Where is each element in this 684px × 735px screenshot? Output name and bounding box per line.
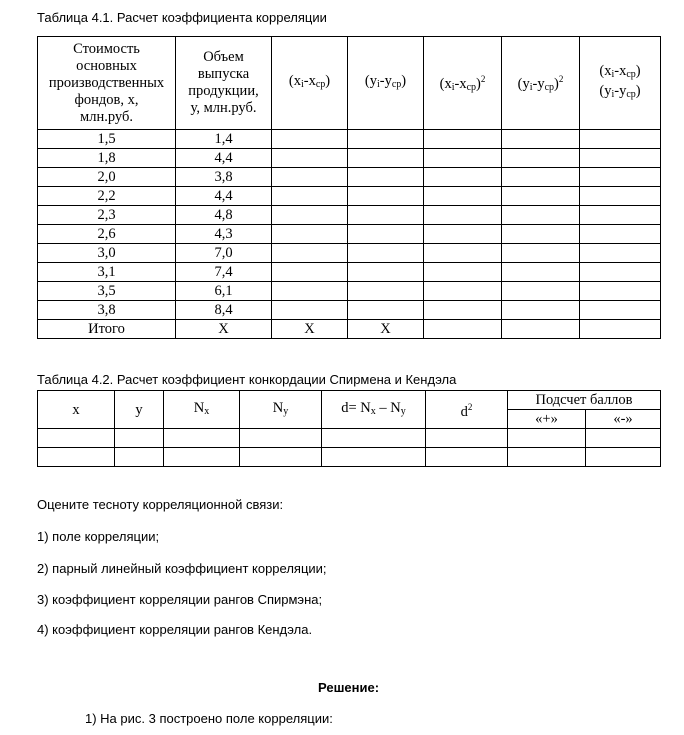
- step-text: 1) На рис. 3 построено поле корреляции:: [85, 711, 333, 726]
- empty-cell: [348, 244, 424, 263]
- cell-y: 7,0: [176, 244, 272, 263]
- empty-cell: [424, 149, 502, 168]
- empty-cell: [580, 282, 661, 301]
- empty-cell: [424, 206, 502, 225]
- empty-cell: [580, 168, 661, 187]
- table-row: [38, 225, 661, 244]
- empty-cell: [348, 187, 424, 206]
- cell-x: 2,6: [38, 225, 176, 244]
- cell-y: 8,4: [176, 301, 272, 320]
- empty-cell: [502, 225, 580, 244]
- empty-cell: [424, 320, 502, 339]
- empty-cell: [348, 149, 424, 168]
- header-x: Стоимость основных производственных фондов, x, млн.руб.: [38, 37, 176, 130]
- header-dxdy: $(x_i-x_{ср})$ $(y_i-y_{ср})$: [580, 37, 661, 130]
- cell-y: 4,8: [176, 206, 272, 225]
- header-dx: $(x_i-x_{ср})$: [272, 37, 348, 130]
- empty-cell: [502, 187, 580, 206]
- table-row: [38, 168, 661, 187]
- empty-row: [38, 429, 661, 448]
- total-cell: Х: [272, 320, 348, 339]
- empty-cell: [424, 130, 502, 149]
- header-y: Объем выпуска продукции, у, млн.руб.: [176, 37, 272, 130]
- total-cell: Х: [348, 320, 424, 339]
- table-row: [38, 282, 661, 301]
- header-minus: «-»: [586, 410, 661, 429]
- empty-cell: [502, 244, 580, 263]
- empty-cell: [580, 263, 661, 282]
- empty-cell: [348, 225, 424, 244]
- empty-cell: [580, 187, 661, 206]
- empty-cell: [348, 130, 424, 149]
- empty-cell: [272, 244, 348, 263]
- empty-cell: [272, 206, 348, 225]
- header-y: у: [115, 391, 164, 429]
- table-row: [38, 301, 661, 320]
- empty-cell: [502, 263, 580, 282]
- empty-cell: [348, 282, 424, 301]
- cell-x: 3,8: [38, 301, 176, 320]
- cell-x: 2,3: [38, 206, 176, 225]
- list-item: 4) коэффициент корреляции рангов Кендэла.: [37, 622, 313, 637]
- intro-text: Оцените тесноту корреляционной связи:: [37, 497, 284, 512]
- correlation-table: [37, 36, 661, 339]
- empty-cell: [580, 206, 661, 225]
- table-row: [38, 149, 661, 168]
- list-item: 2) парный линейный коэффициент корреляции;: [37, 561, 327, 576]
- empty-cell: [502, 282, 580, 301]
- empty-cell: [580, 149, 661, 168]
- cell-x: 3,5: [38, 282, 176, 301]
- table-row: [38, 187, 661, 206]
- empty-cell: [502, 320, 580, 339]
- empty-cell: [348, 263, 424, 282]
- total-cell: Х: [176, 320, 272, 339]
- header-d: $d= N_x - N_y$: [322, 391, 426, 429]
- empty-cell: [424, 263, 502, 282]
- table-row: [38, 130, 661, 149]
- empty-cell: [580, 244, 661, 263]
- header-d2: $d^2$: [426, 391, 508, 429]
- header-x: х: [38, 391, 115, 429]
- table2-caption: Таблица 4.2. Расчет коэффициент конкордации Спирмена и Кендэла: [37, 372, 457, 387]
- cell-x: 1,8: [38, 149, 176, 168]
- table1-caption: Таблица 4.1. Расчет коэффициента корреляции: [37, 10, 327, 25]
- cell-y: 6,1: [176, 282, 272, 301]
- empty-cell: [272, 130, 348, 149]
- empty-cell: [502, 149, 580, 168]
- empty-cell: [580, 225, 661, 244]
- cell-y: 1,4: [176, 130, 272, 149]
- rank-table: [37, 390, 661, 467]
- header-score: Подсчет баллов: [508, 391, 661, 410]
- empty-cell: [580, 130, 661, 149]
- header-dy: $(y_i-y_{ср})$: [348, 37, 424, 130]
- empty-cell: [502, 168, 580, 187]
- empty-cell: [502, 130, 580, 149]
- empty-cell: [424, 187, 502, 206]
- empty-cell: [348, 301, 424, 320]
- empty-cell: [580, 320, 661, 339]
- list-item: 3) коэффициент корреляции рангов Спирмэна;: [37, 592, 323, 607]
- header-ny: $N_y$: [240, 391, 322, 429]
- header-dy2: $(y_i-y_{ср})^2$: [502, 37, 580, 130]
- cell-x: 2,2: [38, 187, 176, 206]
- empty-row: [38, 448, 661, 467]
- empty-cell: [272, 168, 348, 187]
- empty-cell: [502, 301, 580, 320]
- empty-cell: [580, 301, 661, 320]
- empty-cell: [272, 263, 348, 282]
- total-row: [38, 320, 661, 339]
- empty-cell: [348, 206, 424, 225]
- cell-x: 2,0: [38, 168, 176, 187]
- table-row: [38, 206, 661, 225]
- empty-cell: [272, 225, 348, 244]
- table-row: [38, 263, 661, 282]
- cell-x: 3,0: [38, 244, 176, 263]
- cell-y: 4,3: [176, 225, 272, 244]
- empty-cell: [272, 301, 348, 320]
- empty-cell: [424, 282, 502, 301]
- empty-cell: [502, 206, 580, 225]
- cell-y: 4,4: [176, 149, 272, 168]
- empty-cell: [424, 225, 502, 244]
- empty-cell: [272, 187, 348, 206]
- table-row: [38, 244, 661, 263]
- cell-y: 3,8: [176, 168, 272, 187]
- empty-cell: [348, 168, 424, 187]
- empty-cell: [424, 244, 502, 263]
- empty-cell: [272, 282, 348, 301]
- header-dx2: $(x_i-x_{ср})^2$: [424, 37, 502, 130]
- cell-y: 4,4: [176, 187, 272, 206]
- solution-heading: Решение:: [318, 680, 380, 695]
- cell-y: 7,4: [176, 263, 272, 282]
- empty-cell: [424, 301, 502, 320]
- empty-cell: [272, 149, 348, 168]
- header-plus: «+»: [508, 410, 586, 429]
- header-nx: $N_x$: [164, 391, 240, 429]
- cell-x: 1,5: [38, 130, 176, 149]
- total-label: Итого: [38, 320, 176, 339]
- list-item: 1) поле корреляции;: [37, 529, 160, 544]
- cell-x: 3,1: [38, 263, 176, 282]
- empty-cell: [424, 168, 502, 187]
